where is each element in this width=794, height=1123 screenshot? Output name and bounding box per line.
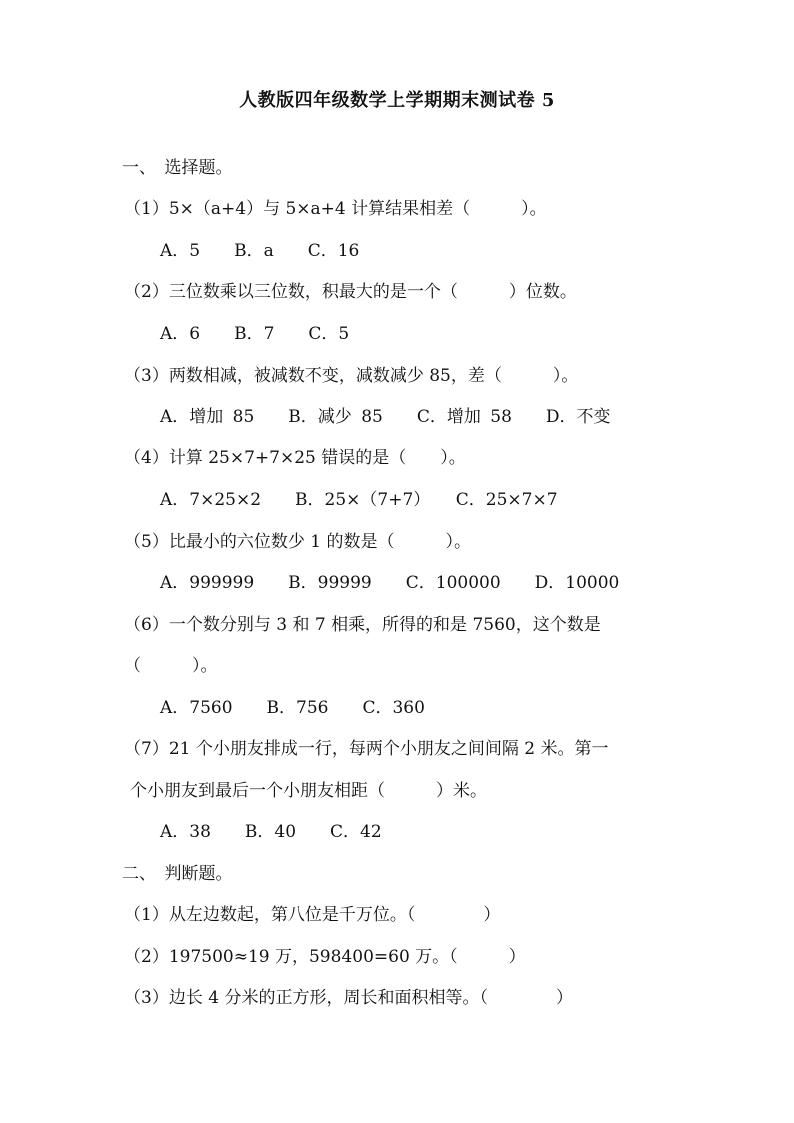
- question-2-options: A．6 B．7 C．5: [160, 324, 350, 344]
- question-2: （2）三位数乘以三位数，积最大的是一个（ ）位数。: [124, 282, 577, 302]
- question-6: （6）一个数分别与 3 和 7 相乘，所得的和是 7560，这个数是: [124, 615, 601, 635]
- question-7-continued: 个小朋友到最后一个小朋友相距（ ）米。: [130, 781, 487, 801]
- question-7: （7）21 个小朋友排成一行，每两个小朋友之间间隔 2 米。第一: [124, 739, 609, 759]
- question-4: （4）计算 25×7+7×25 错误的是（ ）。: [124, 448, 466, 468]
- question-3: （3）两数相减，被减数不变，减数减少 85，差（ ）。: [124, 366, 579, 386]
- question-5-options: A．999999 B．99999 C．100000 D．10000: [160, 573, 620, 593]
- judge-question-3: （3）边长 4 分米的正方形，周长和面积相等。（ ）: [124, 988, 573, 1008]
- question-6-options: A．7560 B．756 C．360: [160, 698, 425, 718]
- question-1: （1）5×（a+4）与 5×a+4 计算结果相差（ ）。: [124, 199, 547, 219]
- question-3-options: A．增加 85 B．减少 85 C．增加 58 D．不变: [160, 407, 611, 427]
- judge-question-1: （1）从左边数起，第八位是千万位。（ ）: [124, 905, 501, 925]
- question-6-continued: （ ）。: [124, 656, 218, 676]
- section-heading-judge: 二、 判断题。: [122, 864, 233, 884]
- question-5: （5）比最小的六位数少 1 的数是（ ）。: [124, 532, 471, 552]
- question-4-options: A．7×25×2 B．25×（7+7） C．25×7×7: [160, 490, 558, 510]
- judge-question-2: （2）197500≈19 万，598400=60 万。（ ）: [124, 947, 526, 967]
- question-7-options: A．38 B．40 C．42: [160, 822, 382, 842]
- page-title: 人教版四年级数学上学期期末测试卷 5: [239, 90, 555, 111]
- question-1-options: A．5 B．a C．16: [160, 241, 360, 261]
- section-heading-choice: 一、 选择题。: [122, 158, 233, 178]
